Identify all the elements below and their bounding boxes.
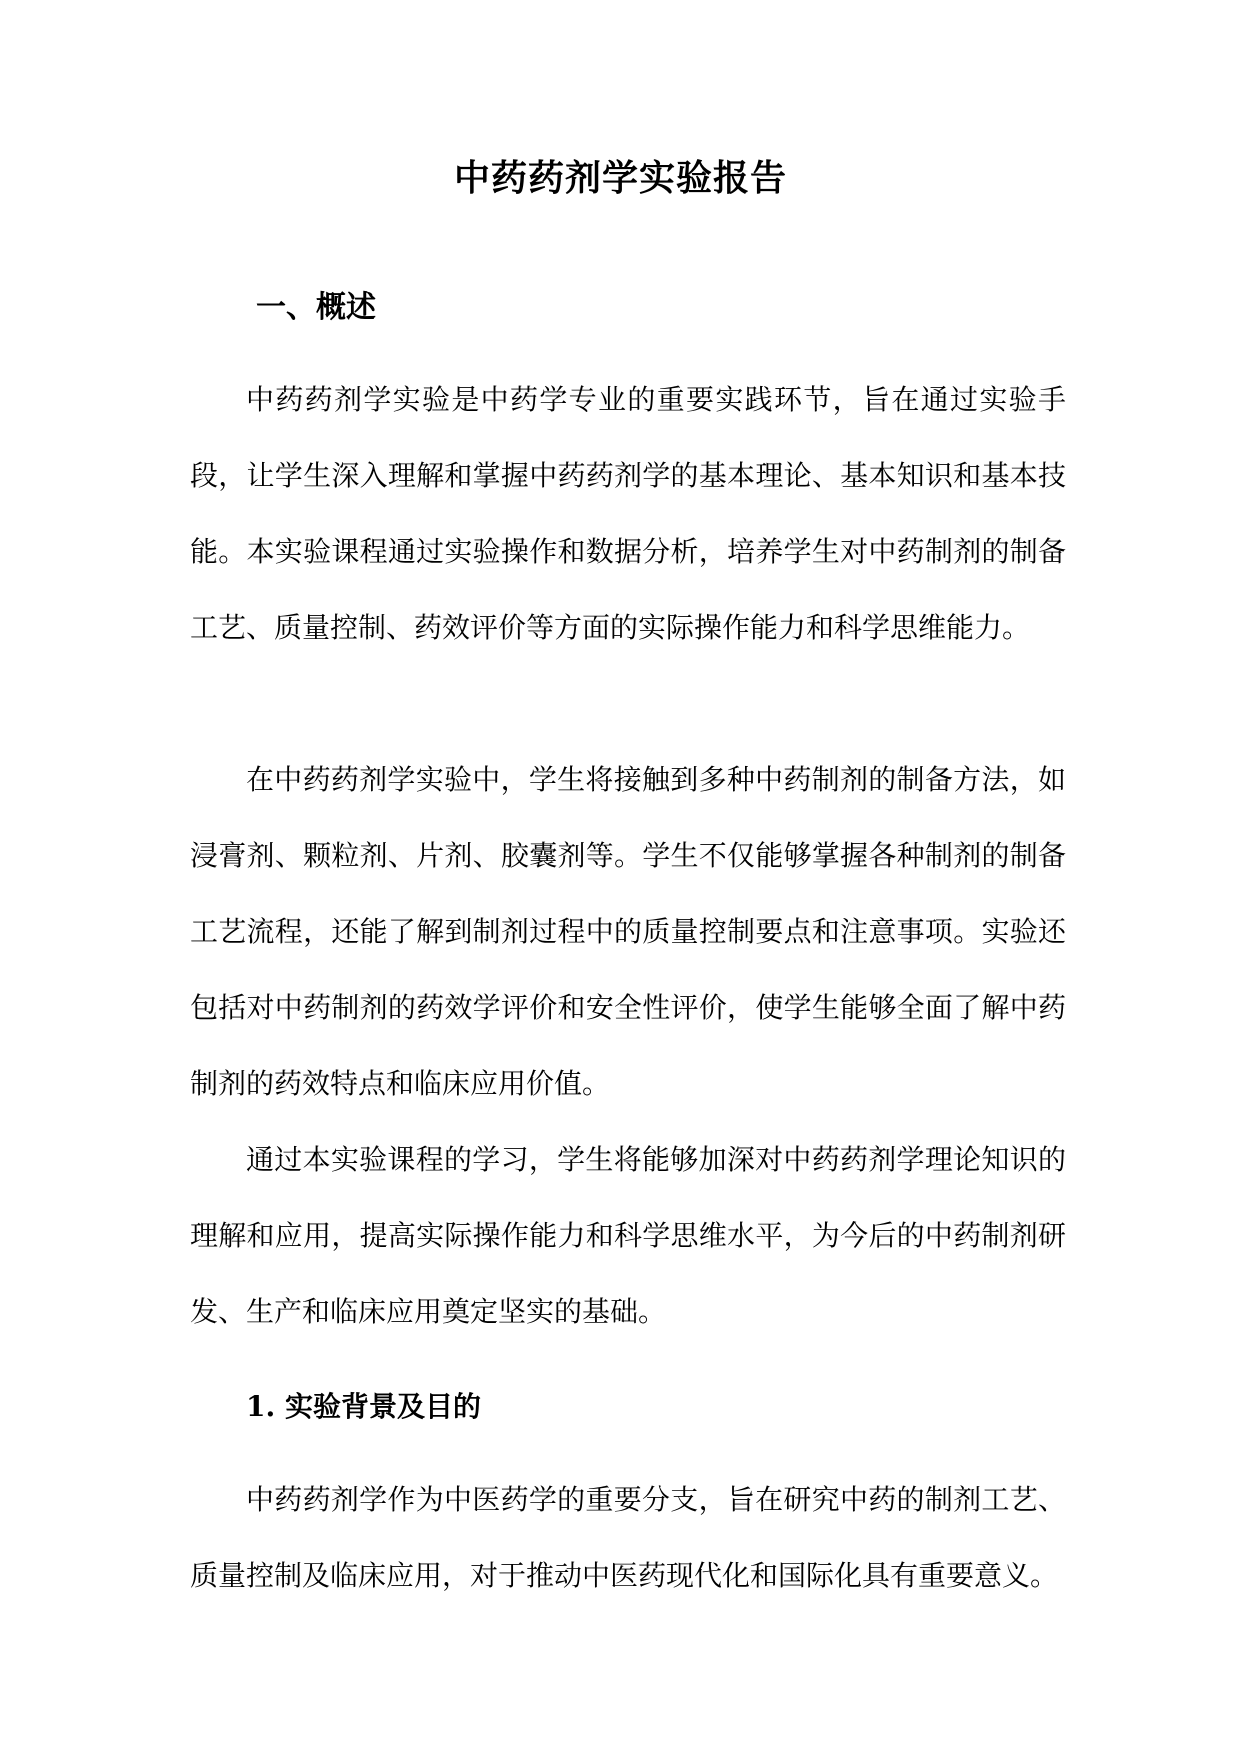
paragraph-text: 中药药剂学实验是中药学专业的重要实践环节，旨在通过实验手段，让学生深入理解和掌握中药药剂学的基本理论、基本知识和基本技能。本实验课程通过实验操作和数据分析，培养学生对中药制剂的制备工艺、质量控制、药效评价等方面的实际操作能力和科学思维能力。 xyxy=(190,383,1066,644)
paragraph-text: 通过本实验课程的学习，学生将能够加深对中药药剂学理论知识的理解和应用，提高实际操作能力和科学思维水平，为今后的中药制剂研发、生产和临床应用奠定坚实的基础。 xyxy=(190,1143,1066,1328)
document-title: 中药药剂学实验报告 xyxy=(453,157,787,199)
background-paragraph-1 xyxy=(190,1462,1066,1614)
overview-paragraph-2 xyxy=(190,742,1066,1122)
section-heading-overview: 一、概述 xyxy=(256,290,376,325)
overview-paragraph-1 xyxy=(190,362,1066,666)
paragraph-text: 在中药药剂学实验中，学生将接触到多种中药制剂的制备方法，如浸膏剂、颗粒剂、片剂、胶囊剂等。学生不仅能够掌握各种制剂的制备工艺流程，还能了解到制剂过程中的质量控制要点和注意事项。实验还包括对中药制剂的药效学评价和安全性评价，使学生能够全面了解中药制剂的药效特点和临床应用价值。 xyxy=(190,763,1066,1100)
overview-paragraph-3 xyxy=(190,1122,1066,1350)
paragraph-text: 中药药剂学作为中医药学的重要分支，旨在研究中药的制剂工艺、质量控制及临床应用，对于推动中医药现代化和国际化具有重要意义。 xyxy=(190,1483,1066,1592)
subsection-heading-background: 1. 实验背景及目的 xyxy=(246,1390,481,1423)
